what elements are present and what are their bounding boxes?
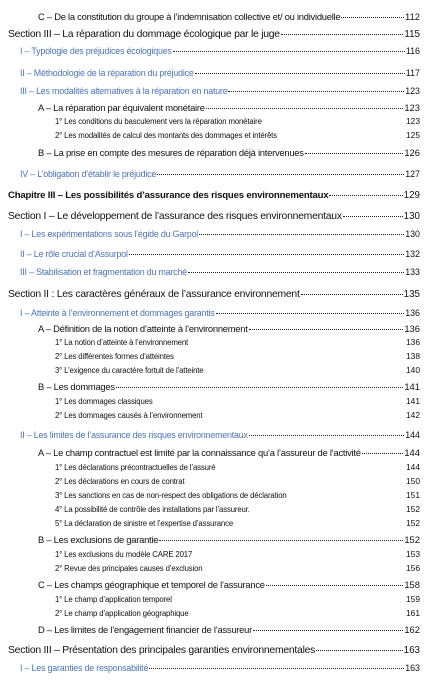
- dot-leader: [249, 435, 404, 436]
- toc-page-number: 132: [405, 249, 420, 259]
- dot-leader: [116, 387, 404, 388]
- toc-page-number: 136: [405, 308, 420, 318]
- toc-page-number: 144: [406, 462, 420, 472]
- dot-leader: [341, 17, 404, 18]
- toc-entry-sub[interactable]: [55, 550, 420, 559]
- toc-page-number: 133: [405, 267, 420, 277]
- toc-entry-sub[interactable]: [55, 463, 420, 472]
- toc-entry-title: 2° Les différentes formes d’atteintes: [55, 352, 174, 361]
- dot-leader: [157, 174, 404, 175]
- toc-entry-title: 2° Les déclarations en cours de contrat: [55, 477, 185, 486]
- toc-entry-letter[interactable]: [38, 625, 420, 634]
- toc-entry-title: 2° Les modalités de calcul des montants des dommages et intérêts: [55, 131, 277, 140]
- toc-page-number: 152: [404, 534, 420, 545]
- toc-page-number: 152: [406, 504, 420, 514]
- dot-leader: [216, 313, 405, 314]
- toc-page-number: 141: [406, 396, 420, 406]
- toc-entry-title: II – Les limites de l’assurance des risques environnementaux: [20, 430, 248, 440]
- dot-leader: [159, 540, 403, 541]
- toc-page-number: 142: [406, 410, 420, 420]
- toc-entry-part[interactable]: [20, 431, 420, 440]
- dot-leader: [206, 108, 404, 109]
- toc-entry-title: II – Le rôle crucial d’Assurpol: [20, 249, 128, 259]
- toc-entry-title: Section I – Le développement de l’assurance des risques environnementaux: [8, 211, 342, 222]
- toc-page-number: 130: [405, 229, 420, 239]
- toc-entry-letter[interactable]: [38, 535, 420, 544]
- toc-entry-letter[interactable]: [38, 580, 420, 589]
- dot-leader: [362, 453, 404, 454]
- toc-page-number: 163: [403, 645, 420, 656]
- toc-page-number: 127: [405, 169, 420, 179]
- toc-entry-title: IV – L’obligation d’établir le préjudice: [20, 169, 157, 179]
- toc-entry-title: C – Les champs géographique et temporel de l’assurance: [38, 579, 265, 590]
- dot-leader: [301, 294, 403, 295]
- toc-entry-title: 1° Le champ d’application temporel: [55, 595, 172, 604]
- toc-page-number: 123: [405, 86, 420, 96]
- toc-entry-part[interactable]: [20, 87, 420, 96]
- toc-entry-letter[interactable]: [38, 324, 420, 333]
- toc-entry-sub[interactable]: [55, 609, 420, 618]
- toc-entry-title: B – La prise en compte des mesures de réparation déjà intervenues: [38, 147, 304, 158]
- toc-entry-title: Chapitre III – Les possibilités d’assurance des risques environnementaux: [8, 190, 329, 201]
- toc-entry-title: I – Atteinte à l’environnement et dommages garantis: [20, 308, 215, 318]
- toc-entry-title: Section III – La réparation du dommage écologique par le juge: [8, 29, 280, 40]
- dot-leader: [281, 34, 404, 35]
- toc-entry-sub[interactable]: [55, 131, 420, 140]
- toc-entry-sub[interactable]: [55, 366, 420, 375]
- toc-entry-sub[interactable]: [55, 477, 420, 486]
- toc-entry-title: A – Définition de la notion d’atteinte à l’environnement: [38, 323, 248, 334]
- toc-entry-part[interactable]: [20, 69, 420, 78]
- toc-entry-title: I – Typologie des préjudices écologiques: [20, 46, 172, 56]
- toc-entry-letter[interactable]: [38, 448, 420, 457]
- toc-page-number: 162: [404, 624, 420, 635]
- toc-entry-title: 1° Les conditions du basculement vers la réparation monétaire: [55, 117, 262, 126]
- toc-page-number: 150: [406, 476, 420, 486]
- toc-entry-title: 5° La déclaration de sinistre et l’expertise d’assurance: [55, 519, 234, 528]
- toc-entry-sub[interactable]: [55, 519, 420, 528]
- toc-page-number: 163: [405, 663, 420, 673]
- toc-entry-title: 2° Revue des principales causes d’exclusion: [55, 564, 203, 573]
- toc-entry-part[interactable]: [20, 664, 420, 673]
- toc-entry-title: C – De la constitution du groupe à l’indemnisation collective et/ ou individuelle: [38, 11, 341, 22]
- toc-page-number: 140: [406, 365, 420, 375]
- dot-leader: [316, 650, 403, 651]
- toc-entry-part[interactable]: [20, 268, 420, 277]
- toc-entry-title: III – Stabilisation et fragmentation du marché: [20, 267, 187, 277]
- toc-page-number: 130: [403, 211, 420, 222]
- toc-entry-section[interactable]: [8, 646, 420, 656]
- toc-page-number: 116: [405, 46, 420, 56]
- toc-entry-title: 2° Le champ d’application géographique: [55, 609, 189, 618]
- dot-leader: [329, 195, 402, 196]
- toc-page-number: 141: [404, 381, 420, 392]
- toc-entry-section[interactable]: [8, 290, 420, 300]
- toc-page-number: 123: [406, 116, 420, 126]
- toc-entry-letter[interactable]: [38, 12, 420, 21]
- dot-leader: [228, 91, 404, 92]
- toc-page-number: 136: [406, 337, 420, 347]
- dot-leader: [188, 272, 404, 273]
- toc-entry-title: Section III – Présentation des principales garanties environnementales: [8, 645, 316, 656]
- dot-leader: [343, 216, 403, 217]
- toc-page-number: 125: [406, 130, 420, 140]
- toc-page-number: 126: [404, 147, 420, 158]
- toc-entry-title: A – Le champ contractuel est limité par la connaissance qu’a l’assureur de l’activité: [38, 447, 361, 458]
- toc-page-number: 161: [406, 608, 420, 618]
- toc-entry-part[interactable]: [20, 309, 420, 318]
- dot-leader: [199, 234, 404, 235]
- toc-entry-section[interactable]: [8, 30, 420, 40]
- toc-page-number: 129: [403, 190, 420, 201]
- toc-entry-title: 3° Les sanctions en cas de non-respect des obligations de déclaration: [55, 491, 287, 500]
- toc-entry-title: 1° Les dommages classiques: [55, 397, 153, 406]
- toc-entry-title: 1° Les exclusions du modèle CARE 2017: [55, 550, 193, 559]
- toc-entry-letter[interactable]: [38, 382, 420, 391]
- toc-page-number: 159: [406, 594, 420, 604]
- toc-entry-chapter[interactable]: [8, 191, 420, 201]
- toc-entry-title: A – La réparation par équivalent monétaire: [38, 102, 205, 113]
- toc-entry-title: Section II : Les caractères généraux de l’assurance environnement: [8, 289, 300, 300]
- dot-leader: [129, 254, 404, 255]
- toc-entry-title: 3° L’exigence du caractère fortuit de l’atteinte: [55, 366, 204, 375]
- toc-entry-sub[interactable]: [55, 505, 420, 514]
- toc-page-number: 117: [405, 68, 420, 78]
- toc-entry-title: III – Les modalités alternatives à la réparation en nature: [20, 86, 228, 96]
- dot-leader: [195, 73, 405, 74]
- toc-page-number: 144: [404, 447, 420, 458]
- toc-entry-letter[interactable]: [38, 103, 420, 112]
- toc-entry-title: 4° La possibilité de contrôle des installations par l’assureur.: [55, 505, 250, 514]
- toc-page-number: 123: [404, 102, 420, 113]
- toc-entry-part[interactable]: [20, 250, 420, 259]
- dot-leader: [266, 585, 404, 586]
- toc-entry-title: B – Les dommages: [38, 381, 115, 392]
- toc-entry-sub[interactable]: [55, 117, 420, 126]
- toc-page-number: 153: [406, 549, 420, 559]
- toc-entry-title: 1° La notion d’atteinte à l’environnement: [55, 338, 189, 347]
- toc-entry-sub[interactable]: [55, 352, 420, 361]
- dot-leader: [305, 153, 404, 154]
- toc-page-number: 138: [406, 351, 420, 361]
- toc-page-number: 115: [404, 29, 420, 40]
- toc-entry-title: D – Les limites de l’engagement financier de l’assureur: [38, 624, 252, 635]
- toc-entry-title: B – Les exclusions de garantie: [38, 534, 159, 545]
- toc-entry-sub[interactable]: [55, 411, 420, 420]
- toc-page-number: 158: [404, 579, 420, 590]
- toc-entry-title: 2° Les dommages causés à l’environnement: [55, 411, 203, 420]
- toc-page-number: 136: [404, 323, 420, 334]
- toc-entry-part[interactable]: [20, 170, 420, 179]
- toc-page-number: 112: [405, 11, 420, 22]
- toc-page-number: 156: [406, 563, 420, 573]
- dot-leader: [173, 51, 405, 52]
- toc-entry-section[interactable]: [8, 212, 420, 222]
- toc-entry-title: II – Méthodologie de la réparation du préjudice: [20, 68, 194, 78]
- toc-page-number: 144: [405, 430, 420, 440]
- toc-entry-part[interactable]: [20, 47, 420, 56]
- toc-entry-title: I – Les garanties de responsabilité: [20, 663, 149, 673]
- dot-leader: [249, 329, 404, 330]
- toc-page-number: 152: [406, 518, 420, 528]
- toc-page-number: 135: [403, 289, 420, 300]
- toc-entry-sub[interactable]: [55, 338, 420, 347]
- toc-page-number: 151: [406, 490, 420, 500]
- dot-leader: [149, 668, 404, 669]
- toc-entry-part[interactable]: [20, 230, 420, 239]
- toc-entry-sub[interactable]: [55, 564, 420, 573]
- toc-entry-sub[interactable]: [55, 595, 420, 604]
- toc-entry-sub[interactable]: [55, 397, 420, 406]
- toc-entry-letter[interactable]: [38, 148, 420, 157]
- dot-leader: [253, 630, 403, 631]
- toc-entry-title: I – Les expérimentations sous l’égide du Garpol: [20, 229, 199, 239]
- toc-entry-title: 1° Les déclarations précontractuelles de l’assuré: [55, 463, 216, 472]
- toc-entry-sub[interactable]: [55, 491, 420, 500]
